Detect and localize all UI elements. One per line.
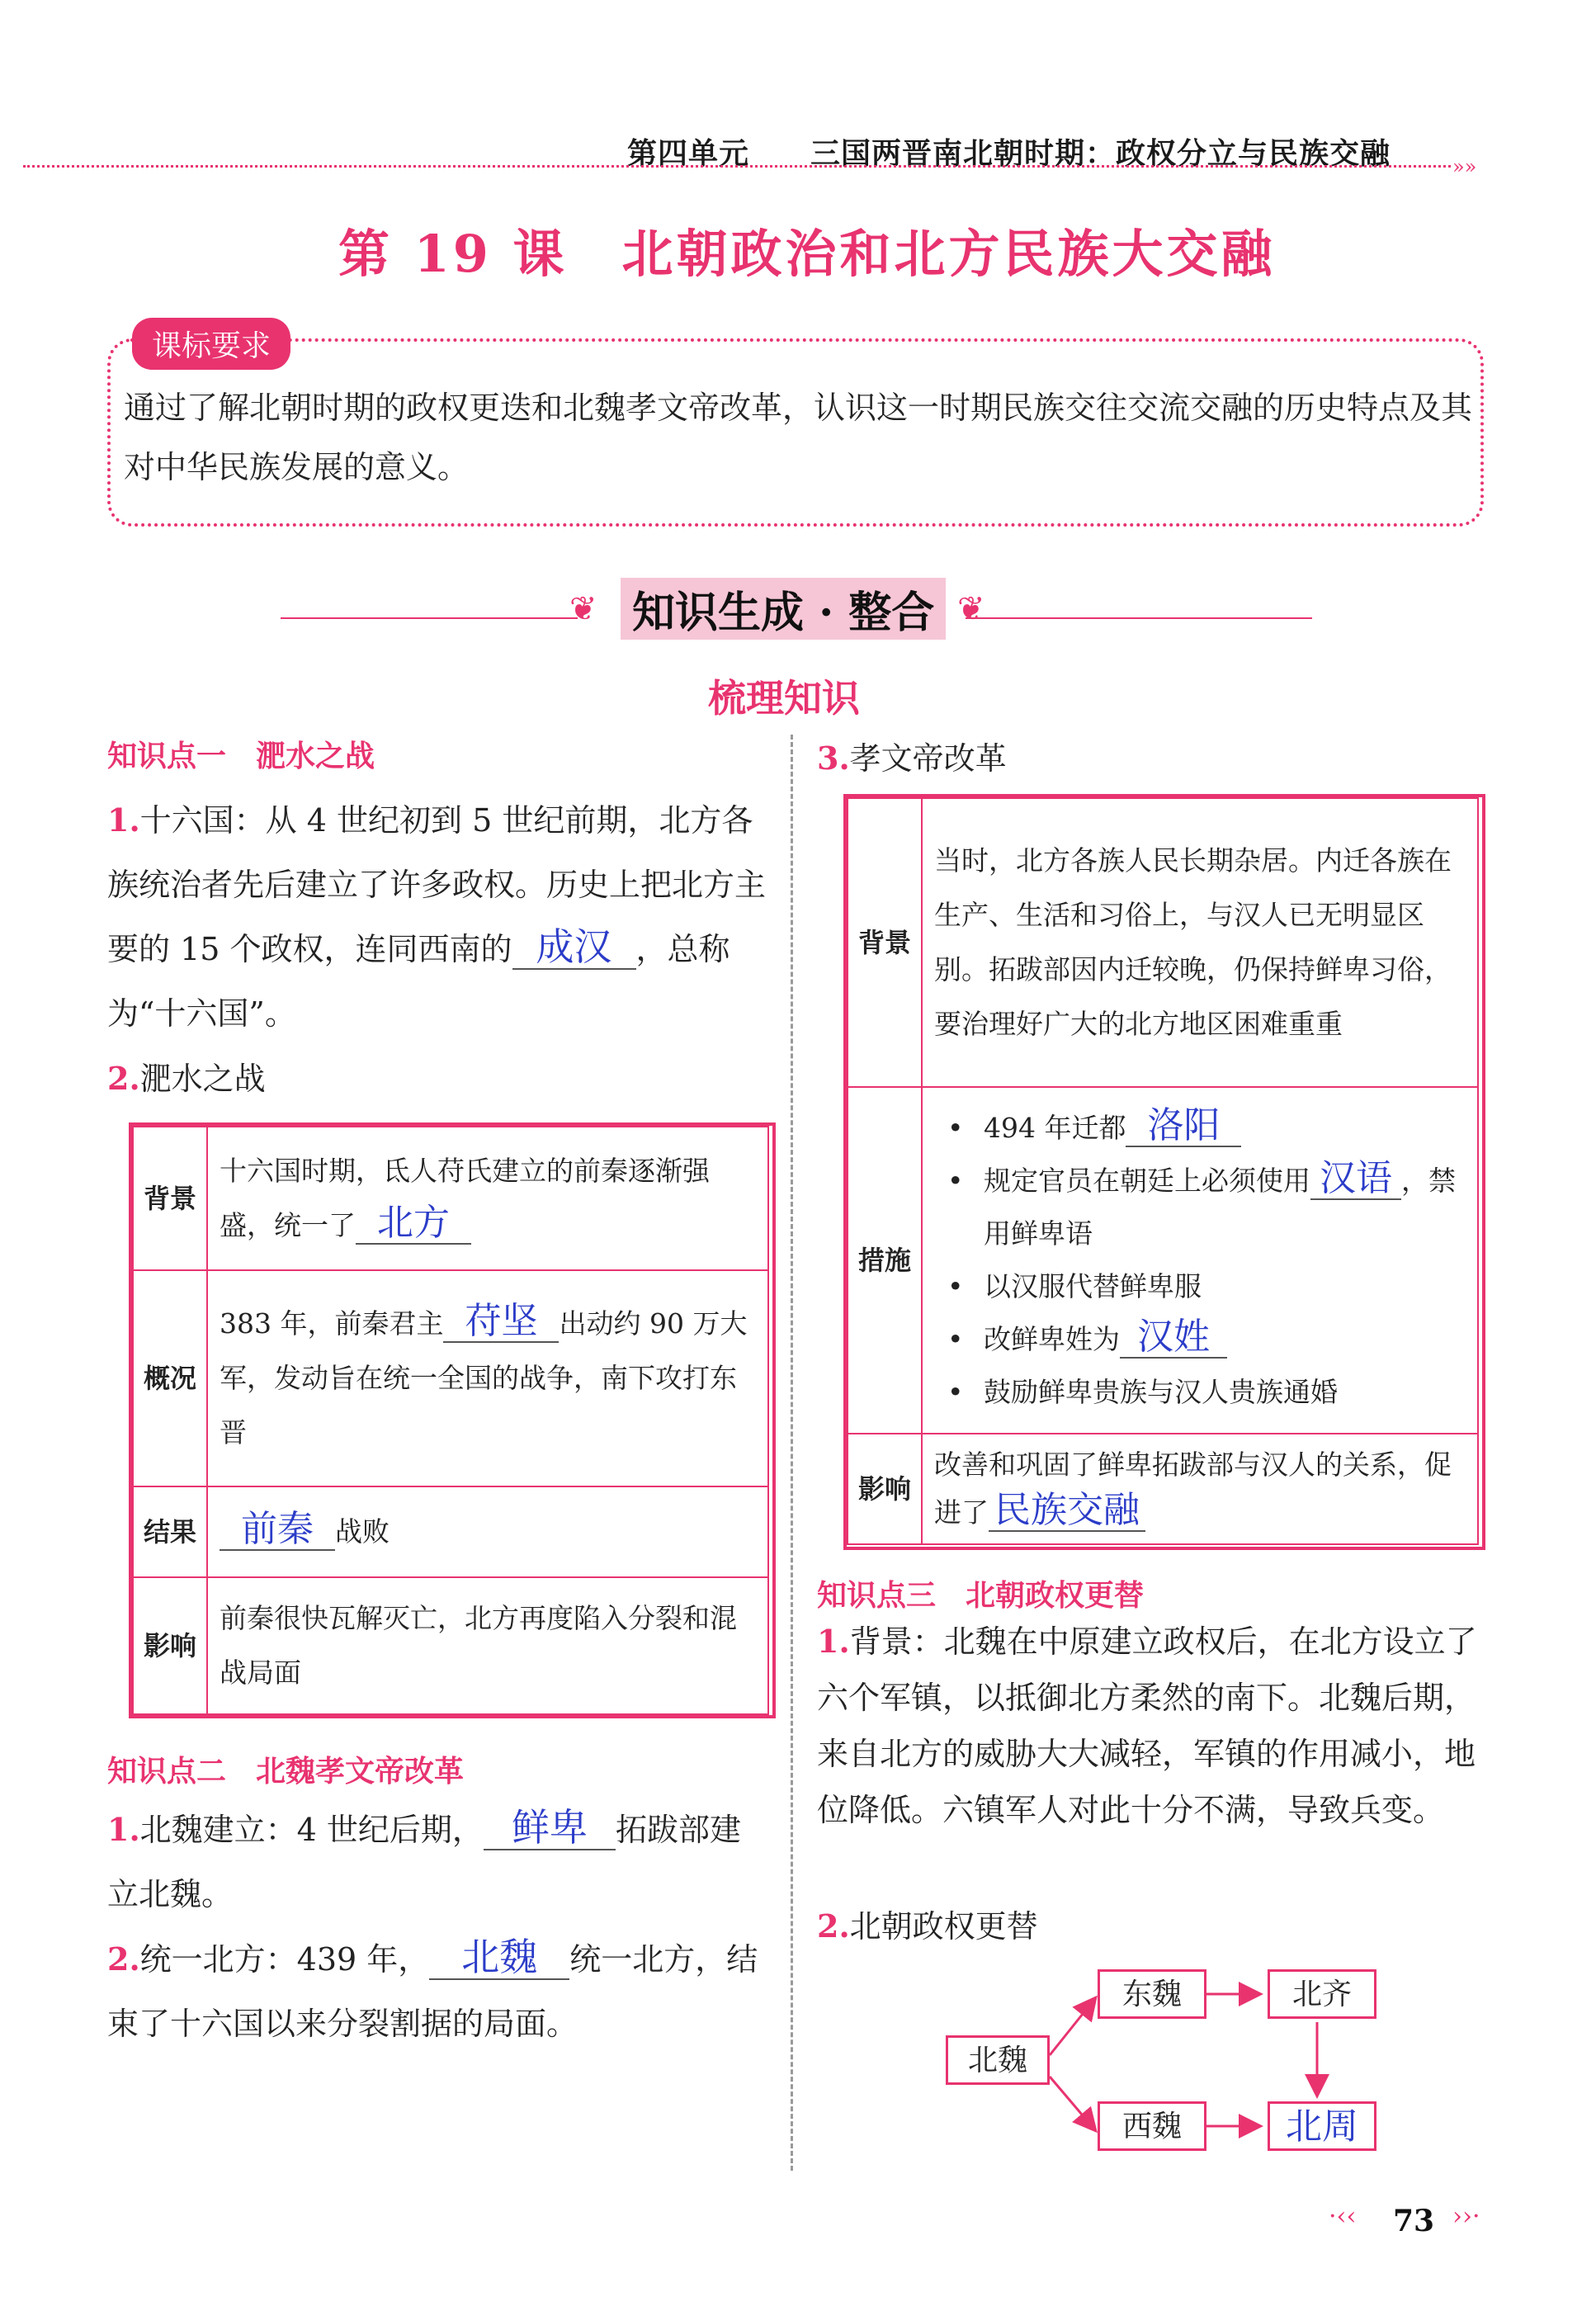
flourish-left-icon: ❦	[569, 590, 597, 628]
measure-3-text: 以汉服代替鲜卑服	[984, 1270, 1202, 1302]
answer-minzujiaorong: 民族交融	[994, 1489, 1140, 1531]
item-number: 3.	[817, 740, 850, 777]
section-banner: 知识生成 · 整合	[621, 578, 946, 640]
item-number: 2.	[107, 1940, 140, 1978]
kp3-item2	[817, 1894, 1038, 1959]
kp1-item2-title: 淝水之战	[139, 1061, 266, 1097]
page-ornament-left-icon: ·‹‹	[1329, 2202, 1357, 2231]
kp2-item2-text-end: 统一北方，结束了十六国以来分裂割据的局面。	[107, 1941, 758, 2042]
measure-4-text: 改鲜卑姓为	[984, 1323, 1120, 1355]
kp2-heading: 知识点二 北魏孝文帝改革	[107, 1755, 465, 1789]
item-number: 2.	[817, 1907, 850, 1945]
feishui-ov-label: 概况	[133, 1270, 207, 1486]
node-dongwei: 东魏	[1098, 1969, 1206, 2019]
feishui-bg-content	[207, 1127, 768, 1270]
answer-qianqin: 前秦	[241, 1508, 314, 1550]
answer-hanxing: 汉姓	[1137, 1316, 1210, 1358]
measure-item	[934, 1366, 1466, 1419]
reform-me-content	[922, 1087, 1478, 1434]
lesson-title: 第 19 课 北朝政治和北方民族大交融	[338, 224, 1276, 284]
answer-xianbei: 鲜卑	[511, 1805, 588, 1850]
kp1-item1	[107, 788, 767, 1046]
answer-beiwei: 北魏	[461, 1935, 538, 1979]
unit-title: 三国两晋南北朝时期：政权分立与民族交融	[810, 136, 1391, 170]
arrow-beiwei-xiwei	[1050, 2077, 1096, 2131]
page-ornament-right-icon: ››·	[1452, 2202, 1480, 2231]
page-number: 73	[1393, 2204, 1435, 2238]
measure-item	[934, 1155, 1466, 1260]
kp3-item2-title: 北朝政权更替	[849, 1908, 1038, 1945]
item-number: 2.	[107, 1060, 140, 1097]
feishui-ov-text-end: 出动约 90 万大军，发动旨在统一全国的战争，南下攻打东晋	[220, 1307, 748, 1449]
answer-luoyang: 洛阳	[1147, 1104, 1221, 1146]
item-number: 1.	[817, 1623, 850, 1660]
kp1-item1-text-end: ，总称为“十六国”。	[107, 931, 730, 1032]
measure-item	[934, 1313, 1466, 1366]
kp3-item1-text: 背景：北魏在中原建立政权后，在北方设立了六个军镇，以抵御北方柔然的南下。北魏后期，来自北方的威胁大大减轻，军镇的作用减小，地位降低。六镇军人对此十分不满，导致兵变。	[817, 1623, 1477, 1828]
feishui-res-text: 战败	[335, 1515, 390, 1548]
header-divider	[23, 165, 1451, 168]
answer-hanyu: 汉语	[1320, 1157, 1392, 1199]
banner-line-right	[966, 617, 1312, 619]
answer-fujian: 苻坚	[465, 1300, 538, 1342]
kp1-item2	[107, 1047, 266, 1111]
answer-beifang: 北方	[377, 1202, 450, 1244]
feishui-imp-label: 影响	[133, 1577, 207, 1714]
requirement-tag: 课标要求	[132, 318, 290, 370]
answer-beizhou: 北周	[1286, 2105, 1358, 2148]
measure-1-text: 494 年迁都	[984, 1112, 1126, 1144]
kp2-item1	[107, 1798, 767, 1926]
kp2-item3	[817, 726, 1007, 791]
banner-line-left	[281, 617, 578, 619]
feishui-ov-content	[207, 1270, 768, 1486]
reform-me-label: 措施	[848, 1087, 922, 1434]
kp1-heading: 知识点一 淝水之战	[107, 740, 375, 773]
measure-item	[934, 1102, 1466, 1155]
kp2-item1-text: 北魏建立：4 世纪后期，	[139, 1812, 484, 1848]
kp3-heading: 知识点三 北朝政权更替	[817, 1579, 1145, 1613]
feishui-bg-text: 十六国时期，氐人苻氏建立的前秦逐渐强盛，统一了	[220, 1155, 710, 1241]
feishui-ov-text: 383 年，前秦君主	[220, 1307, 444, 1340]
answer-chenghan: 成汉	[536, 924, 612, 969]
measure-5-text: 鼓励鲜卑贵族与汉人贵族通婚	[984, 1376, 1338, 1408]
kp3-item1	[817, 1614, 1477, 1838]
node-xiwei: 西魏	[1098, 2101, 1206, 2151]
reform-im-label: 影响	[848, 1434, 922, 1544]
node-beizhou	[1268, 2101, 1376, 2151]
kp2-item1-text-end: 拓跋部建立北魏。	[107, 1812, 741, 1912]
measure-2-text: 规定官员在朝廷上必须使用	[984, 1165, 1310, 1197]
item-number: 1.	[107, 801, 140, 839]
feishui-imp-content: 前秦很快瓦解灭亡，北方再度陷入分裂和混战局面	[207, 1577, 768, 1714]
arrow-beiwei-dongwei	[1050, 1997, 1096, 2055]
feishui-table	[132, 1126, 769, 1715]
kp2-item2	[107, 1927, 767, 2056]
kp2-item3-title: 孝文帝改革	[849, 740, 1007, 777]
reform-bg-label: 背景	[848, 798, 922, 1087]
feishui-res-content	[207, 1486, 768, 1577]
requirement-text: 通过了解北朝时期的政权更迭和北魏孝文帝改革，认识这一时期民族交往交流交融的历史特点及其对中华民族发展的意义。	[124, 390, 1473, 485]
chevron-right-icon: »»	[1452, 155, 1477, 178]
reform-table	[847, 797, 1479, 1545]
measure-2-text-end: ，禁用鲜卑语	[984, 1165, 1456, 1250]
kp1-item1-text: 十六国：从 4 世纪初到 5 世纪前期，北方各族统治者先后建立了许多政权。历史上把北方主要的 15 个政权，连同西南的	[107, 802, 767, 967]
measure-item	[934, 1260, 1466, 1313]
node-beiqi: 北齐	[1268, 1969, 1376, 2019]
unit-label: 第四单元	[627, 136, 750, 170]
flourish-right-icon: ❦	[957, 590, 985, 628]
section-subtitle: 梳理知识	[708, 676, 860, 721]
feishui-res-label: 结果	[133, 1486, 207, 1577]
item-number: 1.	[107, 1811, 140, 1848]
feishui-bg-label: 背景	[133, 1127, 207, 1270]
node-beiwei: 北魏	[946, 2035, 1050, 2085]
reform-im-text: 改善和巩固了鲜卑拓跋部与汉人的关系，促进了	[934, 1449, 1452, 1529]
kp2-item2-text: 统一北方：439 年，	[139, 1941, 430, 1978]
reform-bg-content: 当时，北方各族人民长期杂居。内迁各族在生产、生活和习俗上，与汉人已无明显区别。拓跋部因内迁较晚，仍保持鲜卑习俗，要治理好广大的北方地区困难重重	[922, 798, 1478, 1087]
column-divider	[791, 735, 793, 2171]
reform-im-content	[922, 1434, 1478, 1544]
